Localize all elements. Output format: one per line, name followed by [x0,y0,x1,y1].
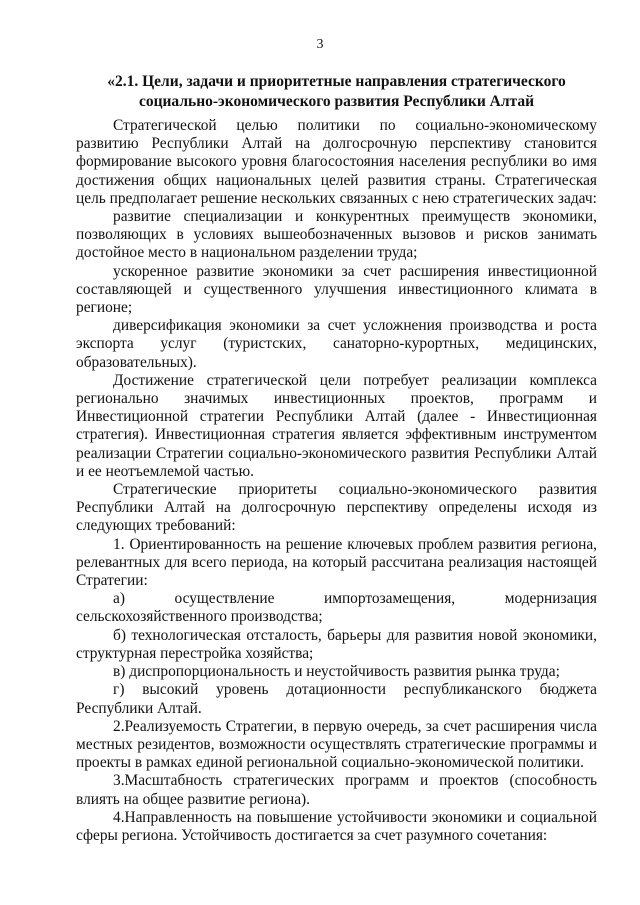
paragraph: Стратегические приоритеты социально-экономического развития Республики Алтай на долгосрочную перспективу определены исходя из следующих требований: [76,481,597,535]
paragraph: 1. Ориентированность на решение ключевых проблем развития региона, релевантных для всего периода, на который рассчитана реализация настоящей Стратегии: [76,535,597,590]
paragraph: диверсификация экономики за счет усложнения производства и роста экспорта услуг (туристских, санаторно-курортных, медицинских, образовательных). [76,317,597,371]
paragraph: развитие специализации и конкурентных преимуществ экономики, позволяющих в условиях вышеобозначенных вызовов и рисков занимать достойное место в национальном разделении труда; [76,208,597,262]
paragraph: в) диспропорциональность и неустойчивость развития рынка труда; [113,663,560,681]
paragraph: б) технологическая отсталость, барьеры для развития новой экономики, структурная перестройка хозяйства; [76,626,597,662]
paragraph: 3.Масштабность стратегических программ и проектов (способность влиять на общее развитие региона). [76,772,597,808]
paragraph: 4.Направленность на повышение устойчивости экономики и социальной сферы региона. Устойчивость достигается за счет разумного сочетания: [76,808,597,844]
paragraph: Стратегической целью политики по социально-экономическому развитию Республики Алтай на долгосрочную перспективу становится формирование высокого уровня благосостояния населения республики во имя достижения общих национальных целей развития страны. Стратегическая цель предполагает решение нескольких связанных с нею стратегических задач: [76,117,597,207]
paragraph: Достижение стратегической цели потребует реализации комплекса регионально значимых инвестиционных проектов, программ и Инвестиционной стратегии Республики Алтай (далее - Инвестиционная стратегия). Инвестиционная стратегия является эффективным инструментом реализации Стратегии социально-экономического развития Республики Алтай и ее неотъемлемой частью. [76,371,597,480]
heading-line-2: социально-экономического развития Республики Алтай [138,93,535,110]
heading-line-1: «2.1. Цели, задачи и приоритетные направления стратегического [107,73,566,90]
section-heading [76,72,597,112]
page-number: 3 [316,37,324,52]
paragraph: а) осуществление импортозамещения, модернизация сельскохозяйственного производства; [76,590,597,626]
paragraph: г) высокий уровень дотационности республиканского бюджета Республики Алтай. [76,681,597,717]
paragraph: 2.Реализуемость Стратегии, в первую очередь, за счет расширения числа местных резидентов, возможности осуществлять стратегические программы и проекты в рамках единой региональной социально-экономической политики. [76,717,597,772]
body-text [76,117,597,845]
paragraph: ускоренное развитие экономики за счет расширения инвестиционной составляющей и существенного улучшения инвестиционного климата в регионе; [76,262,597,317]
